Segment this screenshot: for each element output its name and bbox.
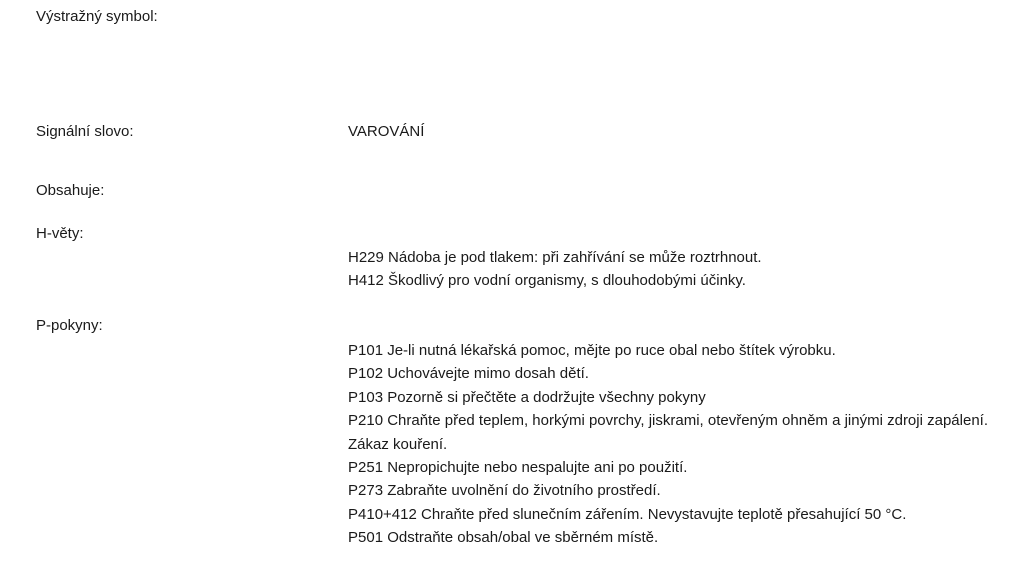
p-statement: P501 Odstraňte obsah/obal ve sběrném místě. bbox=[348, 529, 659, 547]
p-statement: P101 Je-li nutná lékařská pomoc, mějte po ruce obal nebo štítek výrobku. bbox=[348, 342, 836, 359]
h-statement: H229 Nádoba je pod tlakem: při zahřívání se může roztrhnout. bbox=[348, 249, 762, 266]
hazard-symbol-label: Výstražný symbol: bbox=[36, 8, 158, 25]
p-statement: P410+412 Chraňte před slunečním zářením. Nevystavujte teplotě přesahující 50 °C. bbox=[348, 505, 907, 523]
signal-word-label: Signální slovo: bbox=[36, 123, 134, 140]
p-statement: P251 Nepropichujte nebo nespalujte ani po použití. bbox=[348, 459, 688, 477]
p-statements-label: P-pokyny: bbox=[36, 317, 103, 334]
p-statement: P102 Uchovávejte mimo dosah dětí. bbox=[348, 365, 589, 383]
h-statements-list bbox=[348, 246, 988, 293]
p-statement: P103 Pozorně si přečtěte a dodržujte všechny pokyny bbox=[348, 388, 706, 406]
h-statement: H412 Škodlivý pro vodní organismy, s dlouhodobými účinky. bbox=[348, 272, 746, 290]
h-statements-label: H-věty: bbox=[36, 225, 84, 242]
contains-label: Obsahuje: bbox=[36, 182, 105, 199]
p-statement: P210 Chraňte před teplem, horkými povrchy, jiskrami, otevřeným ohněm a jinými zdroji zapálení. Zákaz kouření. bbox=[348, 412, 988, 453]
signal-word-value: VAROVÁNÍ bbox=[348, 123, 425, 140]
p-statements-list bbox=[348, 339, 988, 550]
p-statement: P273 Zabraňte uvolnění do životního prostředí. bbox=[348, 482, 661, 500]
